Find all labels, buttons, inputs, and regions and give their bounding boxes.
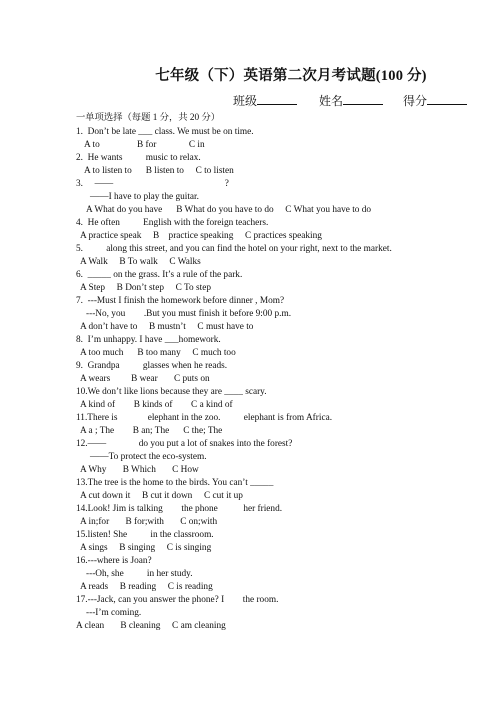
question-line: A in;for B for;with C on;with (80, 517, 218, 527)
section-heading: 一单项选择（每题 1 分，共 20 分） (76, 113, 221, 123)
question-line: A a ; The B an; The C the; The (80, 426, 223, 436)
question-line: 14.Look! Jim is talking the phone her friend. (76, 504, 283, 514)
question-line: 12.—— do you put a lot of snakes into the forest? (76, 439, 293, 449)
question-line: A What do you have B What do you have to do C What you have to do (86, 205, 372, 215)
question-line: A don’t have to B mustn’t C must have to (80, 322, 254, 332)
question-line: 7. ---Must I finish the homework before dinner , Mom? (76, 296, 285, 306)
question-line: A wears B wear C puts on (80, 374, 210, 384)
name-blank[interactable] (343, 94, 383, 105)
class-blank[interactable] (257, 94, 297, 105)
question-line: A practice speak B practice speaking C practices speaking (80, 231, 322, 241)
question-line: 5. along this street, and you can find the hotel on your right, next to the market. (76, 244, 392, 254)
question-line: 11.There is elephant in the zoo. elephant is from Africa. (76, 413, 333, 423)
question-line: ---No, you .But you must finish it before 9:00 p.m. (86, 309, 292, 319)
class-label: 班级 (233, 94, 258, 108)
question-line: ---I’m coming. (86, 608, 142, 618)
exam-title-text: 七年级（下）英语第二次月考试题(100 分) (155, 68, 427, 84)
question-line: 16.---where is Joan? (76, 556, 152, 566)
student-info-row (233, 92, 467, 109)
question-line: A to listen to B listen to C to listen (84, 166, 234, 176)
question-line: 10.We don’t like lions because they are ____ scary. (76, 387, 267, 397)
question-line: ---Oh, she in her study. (86, 569, 193, 579)
question-line: 2. He wants music to relax. (76, 153, 201, 163)
exam-title (0, 64, 496, 85)
question-line: 6. _____ on the grass. It’s a rule of the park. (76, 270, 243, 280)
question-line: ——I have to play the guitar. (90, 192, 199, 202)
question-line: A to B for C in (84, 140, 205, 150)
question-line: A sings B singing C is singing (80, 543, 212, 553)
question-line: A Step B Don’t step C To step (80, 283, 211, 293)
score-blank[interactable] (427, 94, 467, 105)
question-line: 8. I’m unhappy. I have ___homework. (76, 335, 221, 345)
question-line: 3. —— ? (76, 179, 229, 189)
question-line: 17.---Jack, can you answer the phone? I the room. (76, 595, 279, 605)
question-line: A clean B cleaning C am cleaning (76, 621, 226, 631)
score-label: 得分 (403, 94, 428, 108)
question-line: A cut down it B cut it down C cut it up (80, 491, 243, 501)
question-line: A Walk B To walk C Walks (80, 257, 201, 267)
question-line: A reads B reading C is reading (80, 582, 213, 592)
question-line: ——To protect the eco-system. (90, 452, 207, 462)
question-line: A kind of B kinds of C a kind of (80, 400, 233, 410)
question-line: 1. Don’t be late ___ class. We must be on time. (76, 127, 254, 137)
question-line: 15.listen! She in the classroom. (76, 530, 214, 540)
question-line: A Why B Which C How (80, 465, 199, 475)
question-line: A too much B too many C much too (80, 348, 236, 358)
question-line: 9. Grandpa glasses when he reads. (76, 361, 228, 371)
question-line: 4. He often English with the foreign teachers. (76, 218, 269, 228)
name-label: 姓名 (319, 94, 344, 108)
question-line: 13.The tree is the home to the birds. You can’t _____ (76, 478, 274, 488)
